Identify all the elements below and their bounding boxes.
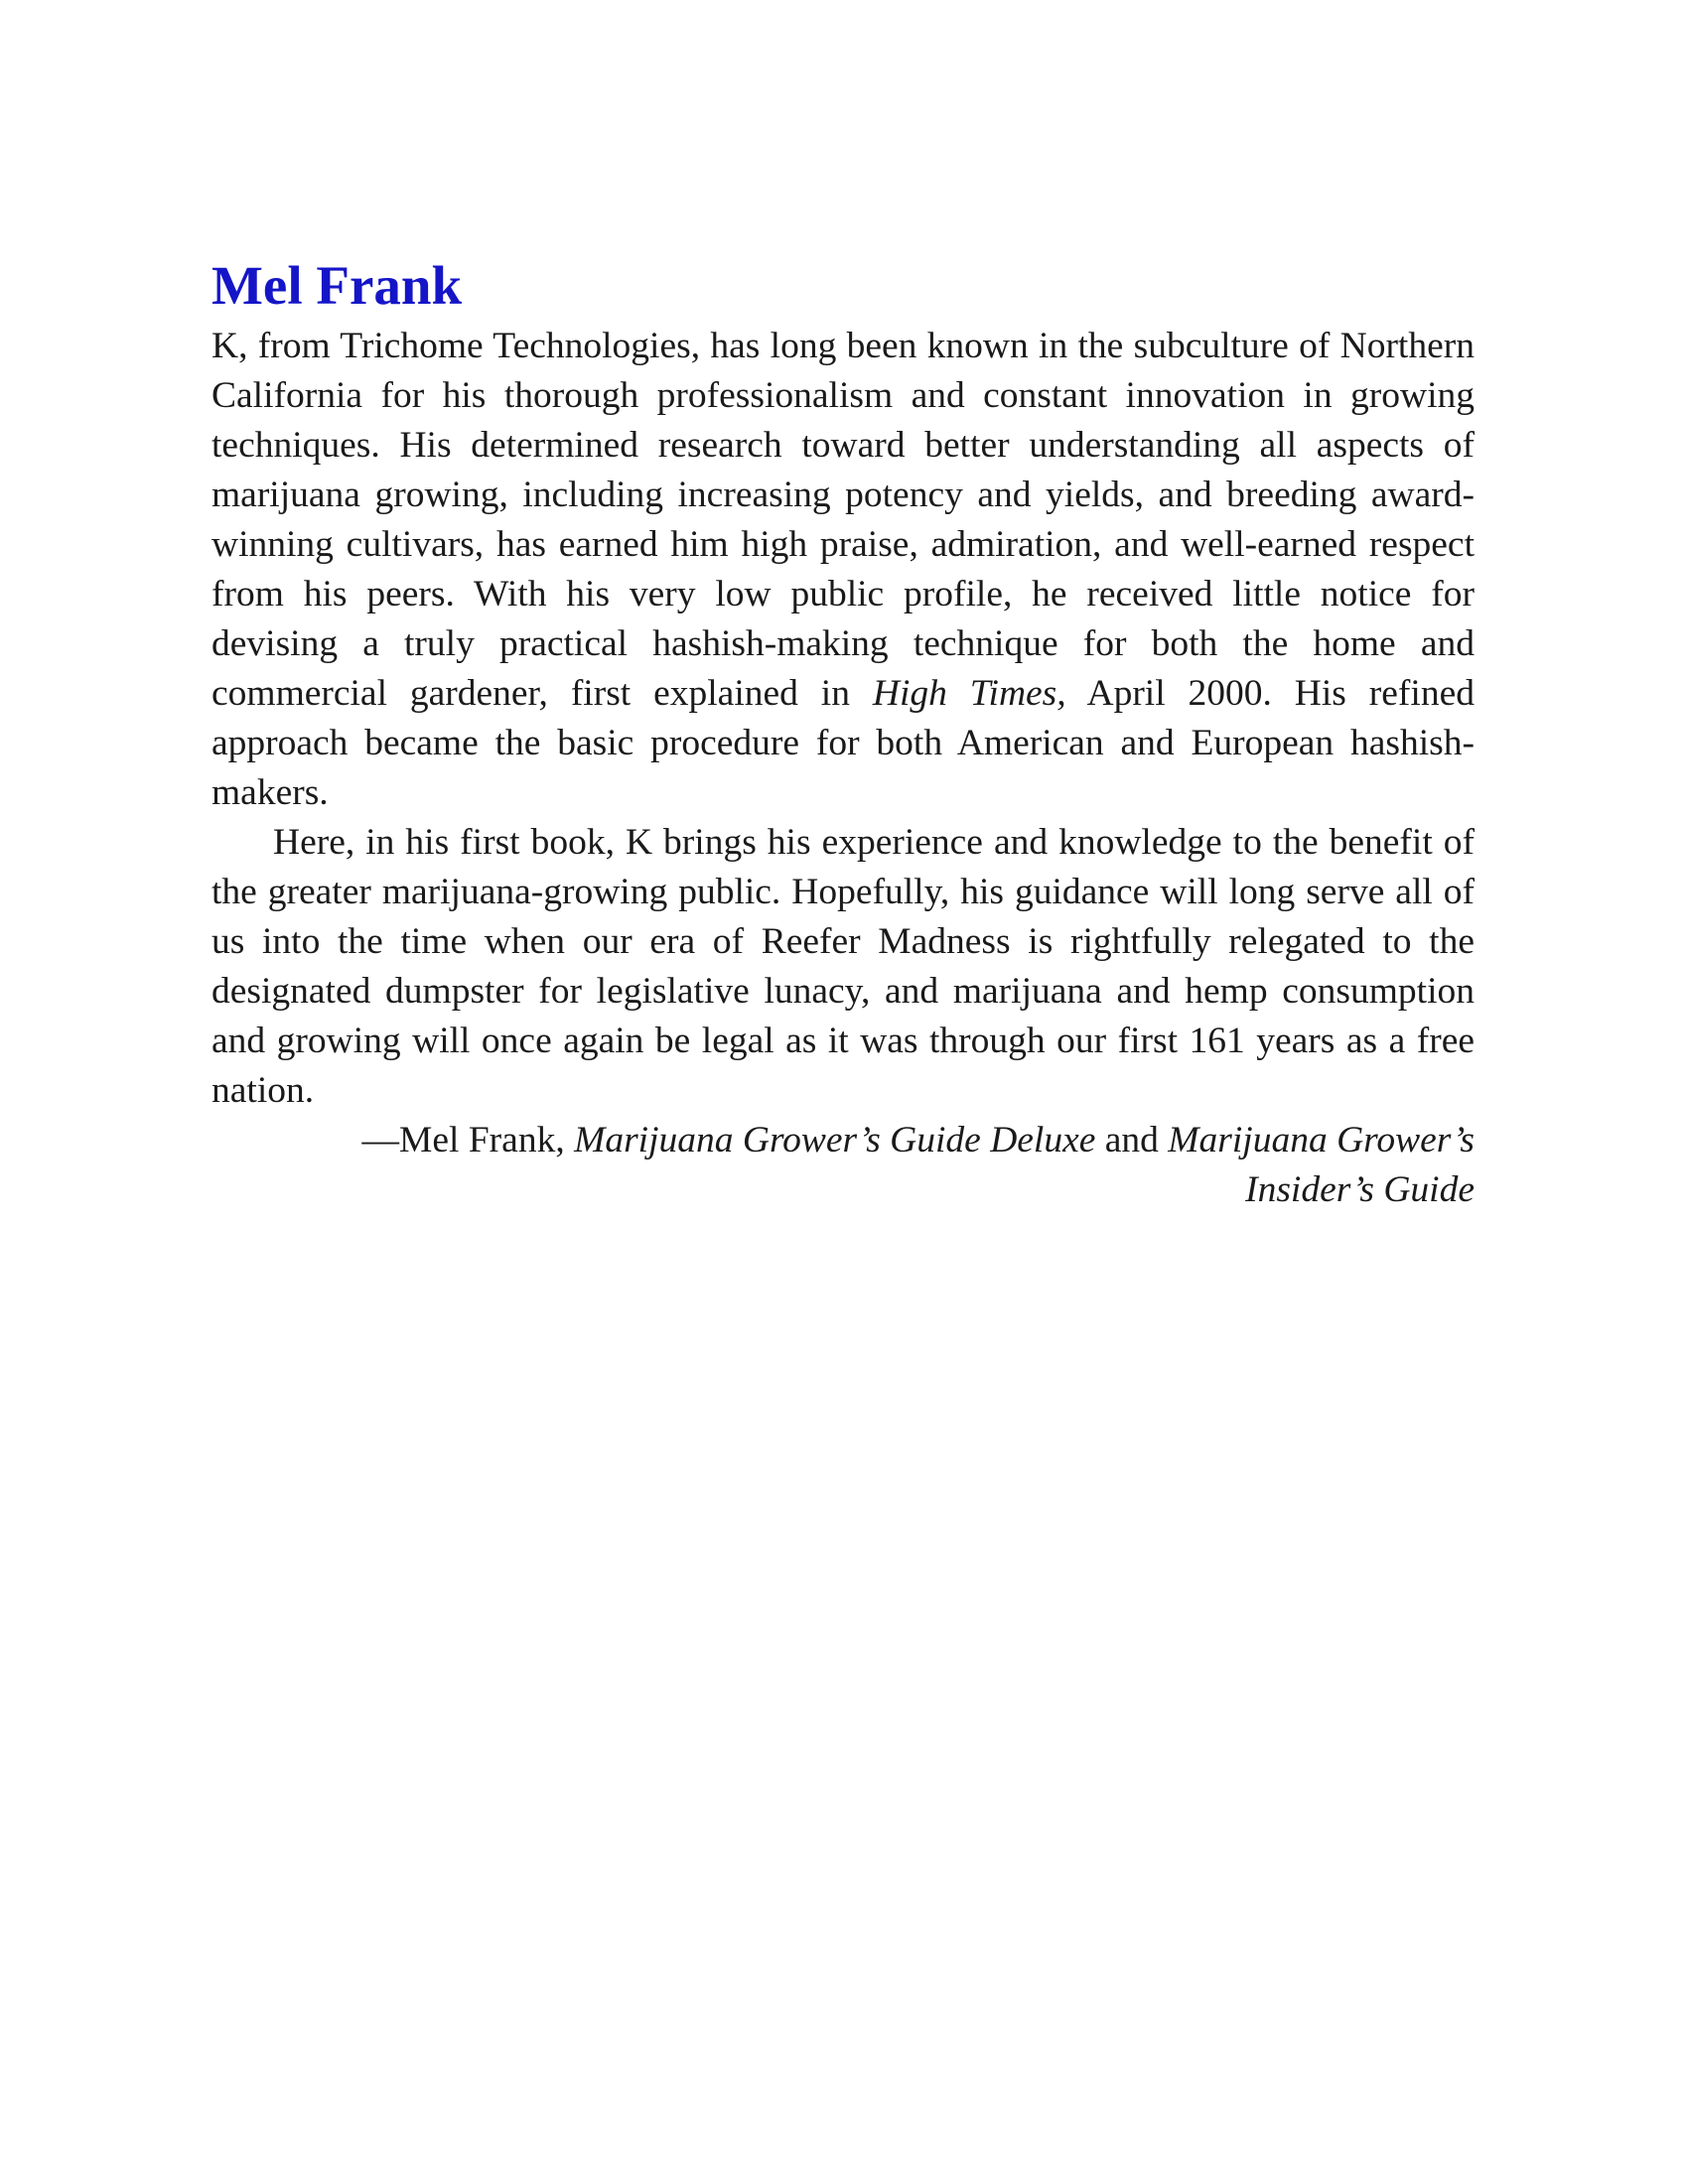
body-paragraph-1 xyxy=(211,322,1475,818)
paragraph-1-text-start: K, from Trichome Technologies, has long been known in the subculture of Northern California for his thorough professionalism and constant innovation in growing techniques. His determined research toward better understanding all aspects of marijuana growing, including increasing potency and yields, and breeding award-winning cultivars, has earned him high praise, admiration, and well-earned respect from his peers. With his very low public profile, he received little notice for devising a truly practical hashish-making technique for both the home and commercial gardener, first explained in xyxy=(211,326,1475,714)
magazine-title: High Times, xyxy=(872,673,1066,714)
attribution xyxy=(211,1116,1475,1215)
document-page xyxy=(211,256,1475,1215)
paragraph-1-text-end: April 2000. His refined approach became the basic procedure for both American and European hashish-makers. xyxy=(211,673,1475,813)
book-title-2: Marijuana Grower’s Insider’s Guide xyxy=(1168,1120,1475,1210)
book-title-1: Marijuana Grower’s Guide Deluxe xyxy=(574,1120,1096,1160)
body-paragraph-2: Here, in his first book, K brings his experience and knowledge to the benefit of the greater marijuana-growing public. Hopefully, his guidance will long serve all of us into the time when our era of Reefer Madness is rightfully relegated to the designated dumpster for legislative lunacy, and marijuana and hemp consumption and growing will once again be legal as it was through our first 161 years as a free nation. xyxy=(211,822,1475,1111)
attribution-connector: and xyxy=(1095,1120,1169,1160)
attribution-prefix: —Mel Frank, xyxy=(361,1120,575,1160)
section-heading: Mel Frank xyxy=(211,255,463,316)
